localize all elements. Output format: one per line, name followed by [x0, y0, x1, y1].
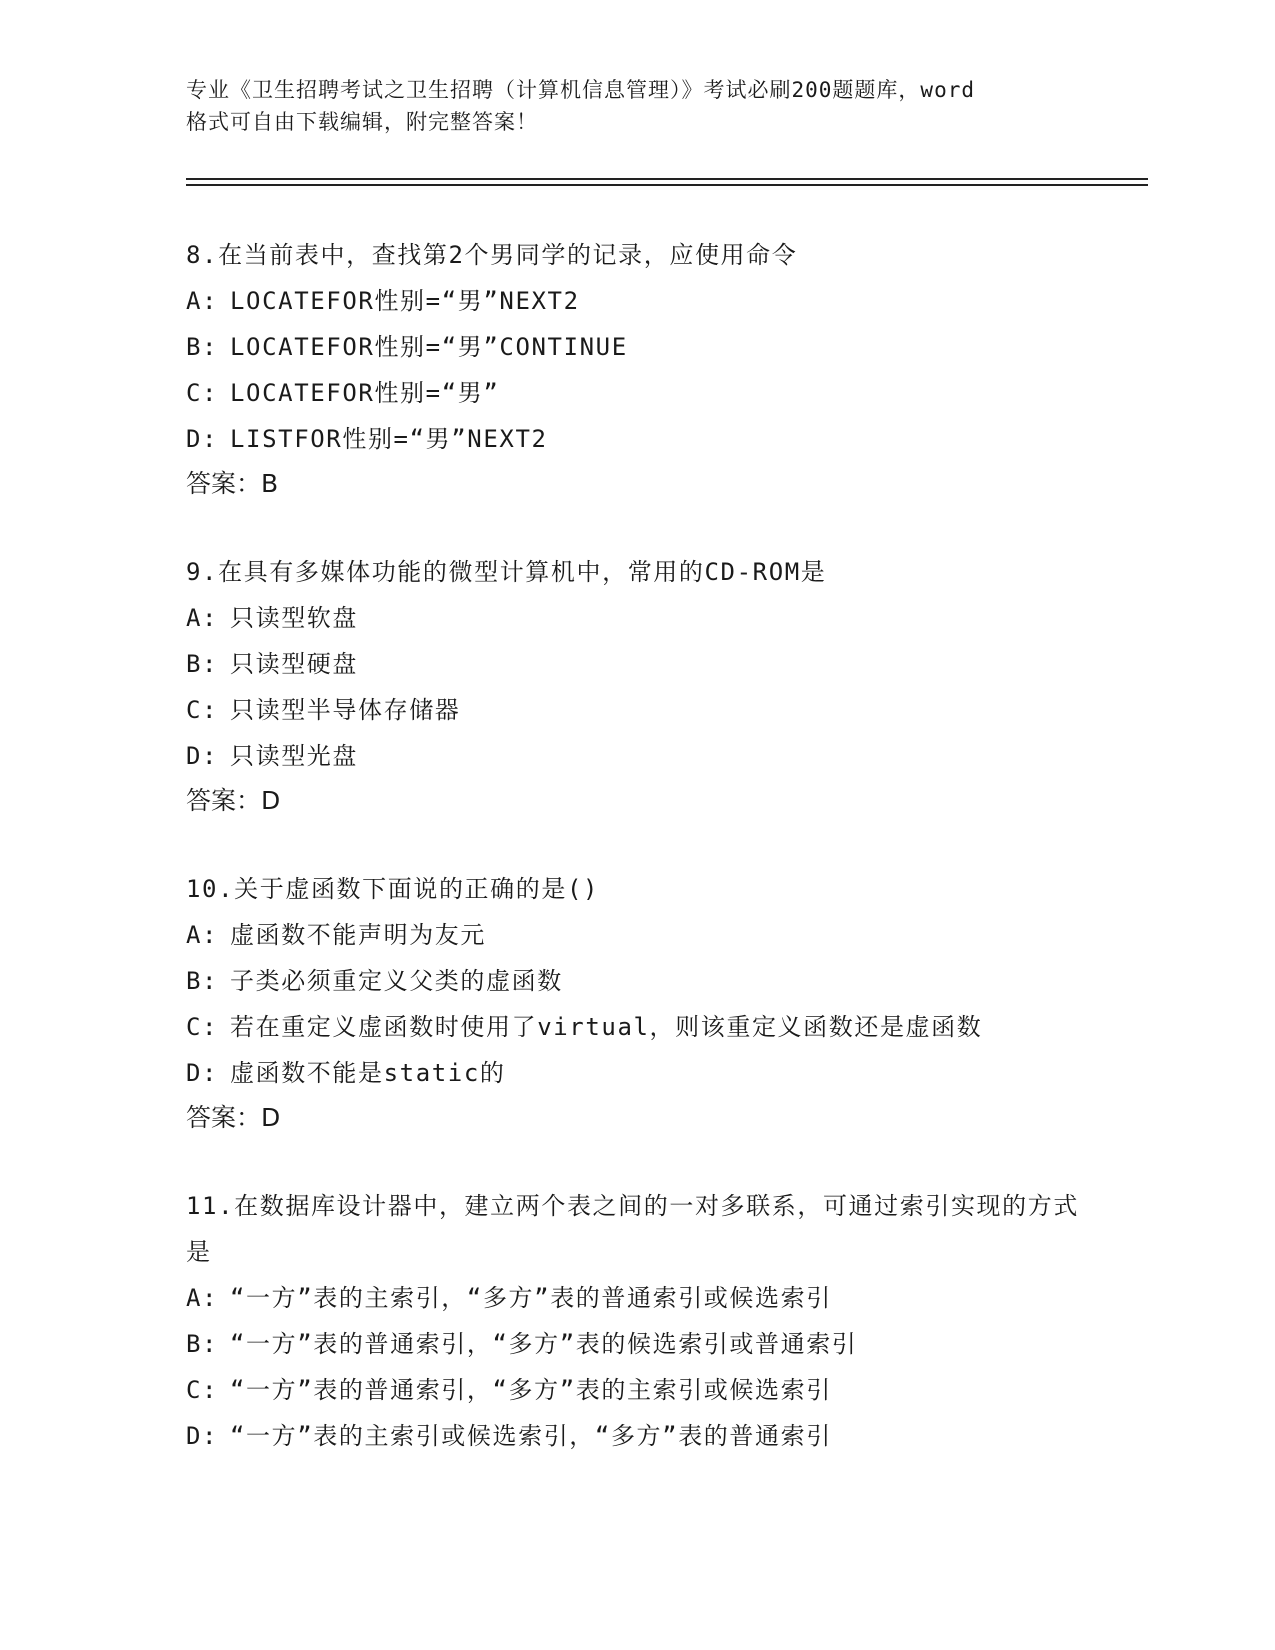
option-text: 只读型光盘: [230, 742, 358, 770]
option-letter: C:: [186, 1013, 219, 1041]
option-b: [186, 641, 1086, 687]
answer-line: 答案：D: [186, 1103, 281, 1132]
option-d: [186, 1050, 1086, 1096]
option-text: 虚函数不能声明为友元: [230, 921, 486, 949]
option-letter: A:: [186, 921, 219, 949]
option-text: 只读型半导体存储器: [230, 696, 461, 724]
header-divider-bottom: [186, 184, 1148, 186]
question-stem: 9.在具有多媒体功能的微型计算机中，常用的CD-ROM是: [186, 558, 827, 586]
header-line-1: 专业《卫生招聘考试之卫生招聘（计算机信息管理）》考试必刷200题题库，word: [186, 78, 975, 102]
option-b: [186, 324, 1086, 370]
option-a: [186, 595, 1086, 641]
option-letter: D:: [186, 1422, 219, 1450]
option-text: 只读型软盘: [230, 604, 358, 632]
option-a: [186, 1275, 1086, 1321]
question-stem: 8.在当前表中，查找第2个男同学的记录，应使用命令: [186, 241, 798, 269]
option-letter: D:: [186, 742, 219, 770]
question-11: [186, 1183, 1086, 1459]
option-letter: C:: [186, 1376, 219, 1404]
option-text: LOCATEFOR性别=“男”NEXT2: [230, 287, 580, 315]
question-10: [186, 866, 1086, 1138]
option-d: [186, 1413, 1086, 1459]
option-text: 若在重定义虚函数时使用了virtual，则该重定义函数还是虚函数: [230, 1013, 983, 1041]
option-c: [186, 370, 1086, 416]
document-header: [186, 74, 1086, 138]
option-c: [186, 1367, 1086, 1413]
option-text: 虚函数不能是static的: [230, 1059, 506, 1087]
question-9: [186, 549, 1086, 821]
option-c: [186, 687, 1086, 733]
option-a: [186, 912, 1086, 958]
question-8: [186, 232, 1086, 504]
option-text: LISTFOR性别=“男”NEXT2: [230, 425, 548, 453]
option-text: LOCATEFOR性别=“男”: [230, 379, 500, 407]
option-letter: B:: [186, 967, 219, 995]
option-text: “一方”表的主索引或候选索引，“多方”表的普通索引: [230, 1422, 832, 1450]
header-line-2: 格式可自由下载编辑，附完整答案！: [186, 110, 538, 134]
answer-line: 答案：B: [186, 469, 279, 498]
option-b: [186, 1321, 1086, 1367]
option-b: [186, 958, 1086, 1004]
option-d: [186, 733, 1086, 779]
option-d: [186, 416, 1086, 462]
answer-line: 答案：D: [186, 786, 281, 815]
option-text: LOCATEFOR性别=“男”CONTINUE: [230, 333, 628, 361]
option-letter: A:: [186, 1284, 219, 1312]
option-text: “一方”表的主索引，“多方”表的普通索引或候选索引: [230, 1284, 832, 1312]
option-letter: B:: [186, 1330, 219, 1358]
option-letter: A:: [186, 604, 219, 632]
header-divider-top: [186, 178, 1148, 180]
option-text: 子类必须重定义父类的虚函数: [230, 967, 563, 995]
option-letter: B:: [186, 650, 219, 678]
question-list: [186, 232, 1086, 1504]
option-text: “一方”表的普通索引，“多方”表的候选索引或普通索引: [230, 1330, 858, 1358]
option-letter: C:: [186, 379, 219, 407]
option-letter: C:: [186, 696, 219, 724]
option-text: 只读型硬盘: [230, 650, 358, 678]
option-text: “一方”表的普通索引，“多方”表的主索引或候选索引: [230, 1376, 832, 1404]
option-letter: D:: [186, 1059, 219, 1087]
question-stem: 11.在数据库设计器中，建立两个表之间的一对多联系，可通过索引实现的方式是: [186, 1192, 1079, 1266]
option-letter: D:: [186, 425, 219, 453]
option-c: [186, 1004, 1086, 1050]
option-letter: B:: [186, 333, 219, 361]
question-stem: 10.关于虚函数下面说的正确的是(): [186, 875, 600, 903]
option-letter: A:: [186, 287, 219, 315]
option-a: [186, 278, 1086, 324]
